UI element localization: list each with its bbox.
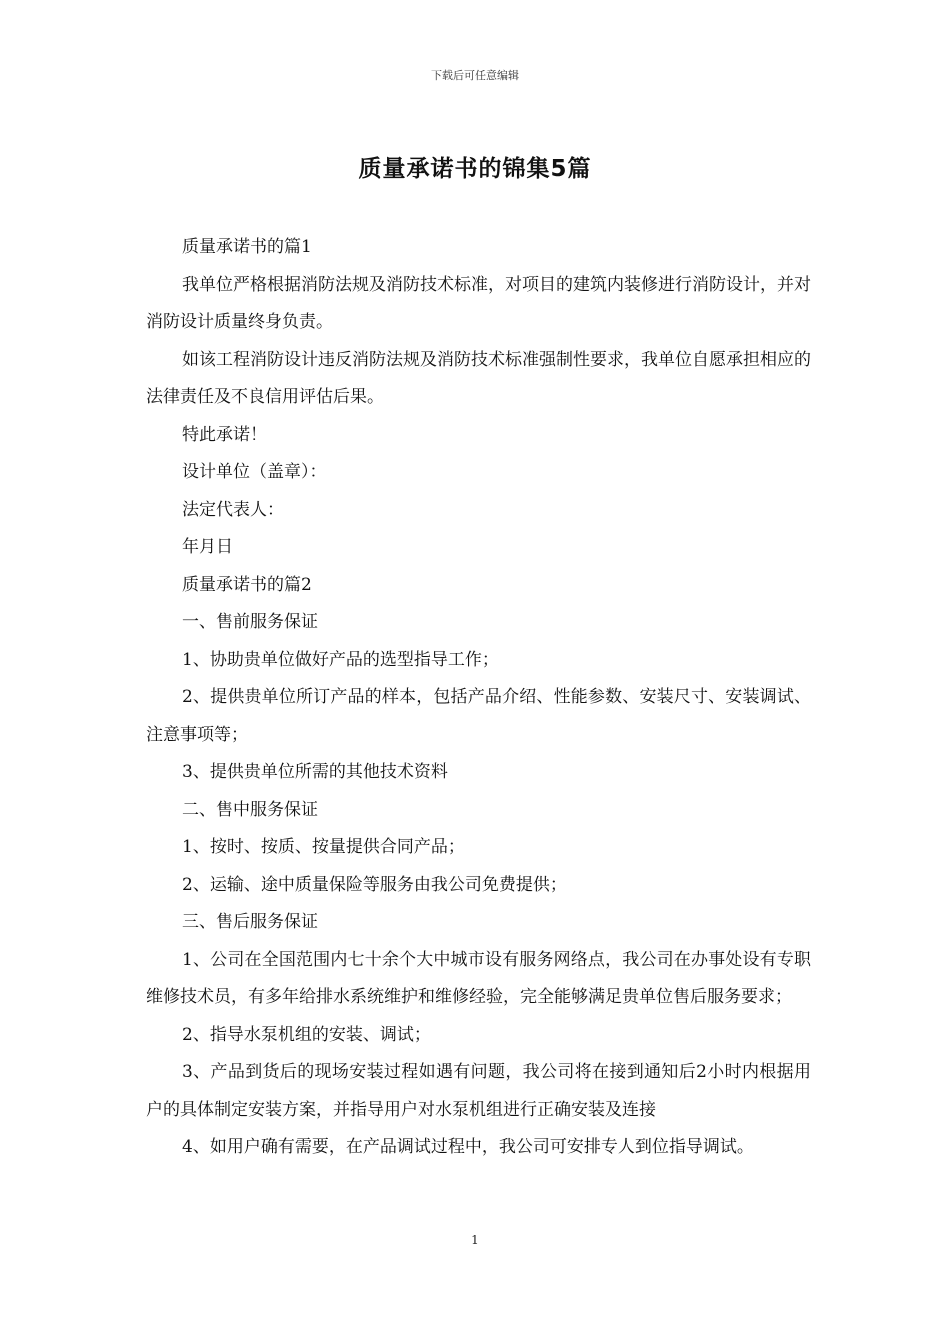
paragraph: 2、运输、途中质量保险等服务由我公司免费提供； — [182, 874, 567, 895]
paragraph: 如该工程消防设计违反消防法规及消防技术标准强制性要求，我单位自愿承担相应的法律责任及不良信用评估后果。 — [146, 349, 811, 407]
document-title: 质量承诺书的锦集5篇 — [358, 156, 592, 182]
paragraph: 三、售后服务保证 — [182, 912, 318, 932]
paragraph: 2、指导水泵机组的安装、调试； — [182, 1024, 431, 1045]
paragraph: 年月日 — [182, 537, 233, 557]
paragraph: 1、按时、按质、按量提供合同产品； — [182, 837, 465, 857]
page-header: 下载后可任意编辑 — [431, 69, 519, 82]
paragraph: 4、如用户确有需要，在产品调试过程中，我公司可安排专人到位指导调试。 — [182, 1137, 754, 1157]
paragraph: 法定代表人： — [182, 499, 284, 520]
paragraph: 设计单位（盖章）： — [182, 462, 327, 482]
page-number: 1 — [471, 1233, 479, 1247]
paragraph: 一、售前服务保证 — [182, 612, 318, 632]
paragraph: 3、提供贵单位所需的其他技术资料 — [182, 762, 448, 782]
paragraph: 2、提供贵单位所订产品的样本，包括产品介绍、性能参数、安装尺寸、安装调试、注意事项等； — [146, 687, 811, 745]
paragraph: 我单位严格根据消防法规及消防技术标准，对项目的建筑内装修进行消防设计，并对消防设计质量终身负责。 — [146, 274, 811, 332]
paragraph: 1、公司在全国范围内七十余个大中城市设有服务网络点，我公司在办事处设有专职维修技术员，有多年给排水系统维护和维修经验，完全能够满足贵单位售后服务要求； — [146, 949, 811, 1007]
paragraph: 特此承诺！ — [182, 424, 267, 445]
paragraph: 质量承诺书的篇1 — [182, 237, 312, 257]
paragraph: 1、协助贵单位做好产品的选型指导工作； — [182, 649, 499, 670]
paragraph: 质量承诺书的篇2 — [182, 574, 312, 595]
paragraph: 3、产品到货后的现场安装过程如遇有问题，我公司将在接到通知后2小时内根据用户的具体制定安装方案，并指导用户对水泵机组进行正确安装及连接 — [146, 1062, 811, 1120]
paragraph: 二、售中服务保证 — [182, 799, 318, 820]
document-body — [146, 229, 811, 1167]
